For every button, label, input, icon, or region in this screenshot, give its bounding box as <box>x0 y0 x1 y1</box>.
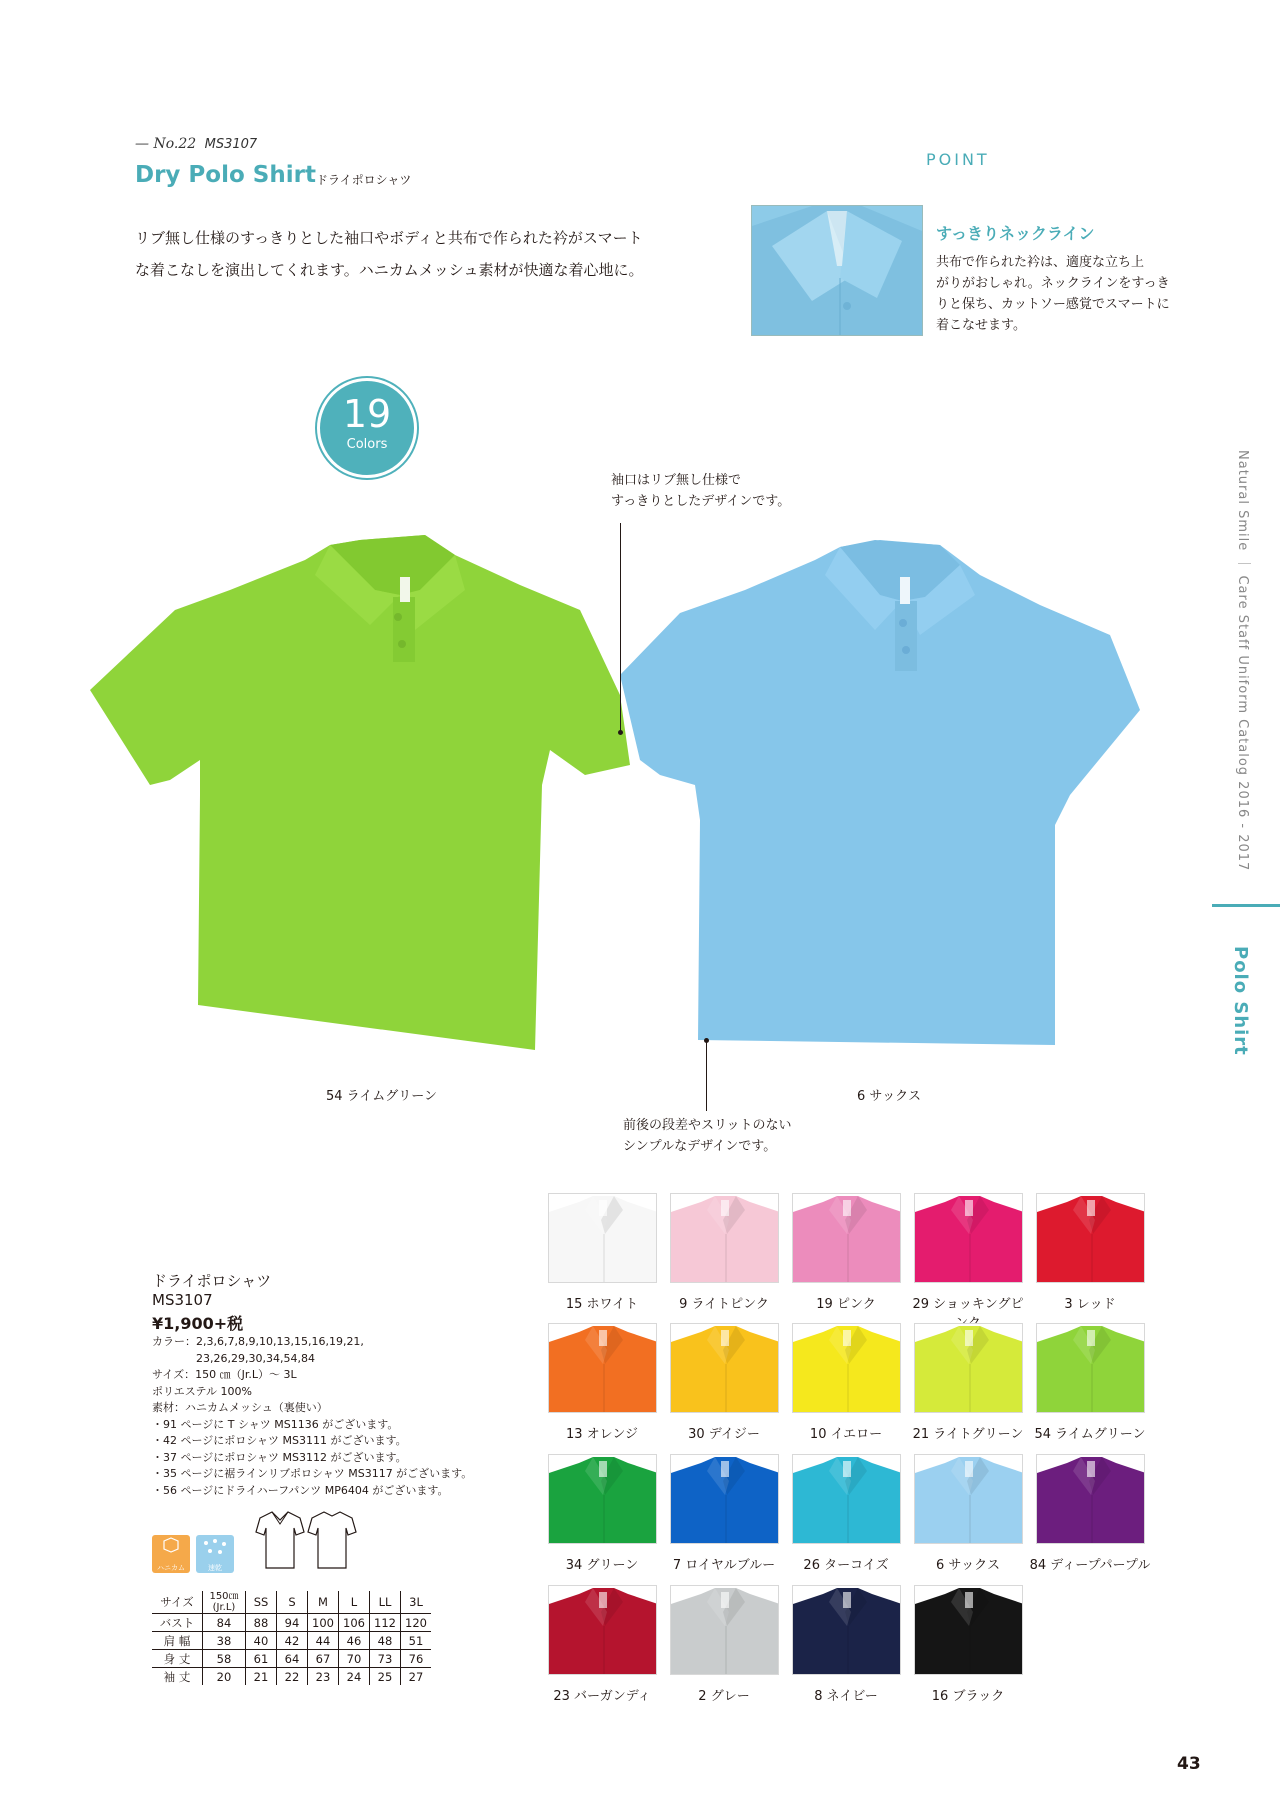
annotation-line: シンプルなデザインです。 <box>623 1139 777 1154</box>
swatch-label: 30 デイジー <box>688 1427 760 1442</box>
lead-text <box>135 222 695 286</box>
table-row <box>152 1650 431 1668</box>
color-swatch <box>670 1585 779 1675</box>
table-cell: 94 <box>277 1614 308 1632</box>
point-line: りと保ち、カットソー感覚でスマートに <box>936 297 1170 312</box>
color-swatch <box>548 1193 657 1283</box>
spec-line: カラー：2,3,6,7,8,9,10,13,15,16,19,21, <box>152 1335 364 1348</box>
swatch-shirt-icon <box>1037 1194 1145 1283</box>
point-body <box>936 252 1171 336</box>
swatch-shirt-icon <box>1037 1455 1145 1544</box>
swatch-label: 15 ホワイト <box>565 1297 639 1312</box>
swatch-shirt-icon <box>793 1324 901 1413</box>
lead-line: リブ無し仕様のすっきりとした袖口やボディと共布で作られた衿がスマート <box>135 229 643 247</box>
table-cell: 61 <box>246 1650 277 1668</box>
swatch-label: 2 グレー <box>698 1689 750 1704</box>
table-cell: 120 <box>401 1614 432 1632</box>
shirt-line-drawings <box>254 1510 358 1572</box>
color-swatch <box>1036 1193 1145 1283</box>
swatch-shirt-icon <box>793 1455 901 1544</box>
table-row <box>152 1632 431 1650</box>
swatch-label: 29 ショッキングピ <box>912 1297 1024 1312</box>
swatch-label: 8 ネイビー <box>814 1689 878 1704</box>
swatch-label: 10 イエロー <box>809 1427 883 1442</box>
swatch-shirt-icon <box>549 1324 657 1413</box>
swatch-shirt-icon <box>671 1324 779 1413</box>
color-swatch <box>792 1323 901 1413</box>
annotation-line: 前後の段差やスリットのない <box>623 1118 792 1133</box>
swatch-shirt-icon <box>793 1194 901 1283</box>
spec-price: ¥1,900+税 <box>152 1314 244 1333</box>
swatch-shirt-icon <box>793 1586 901 1675</box>
colors-badge <box>317 378 417 478</box>
swatch-label: 3 レッド <box>1064 1297 1116 1312</box>
table-cell: 48 <box>370 1632 401 1650</box>
leader-line <box>620 523 621 732</box>
point-heading: すっきりネックライン <box>936 224 1095 243</box>
spec-line: ・37 ページにポロシャツ MS3112 がございます。 <box>152 1450 407 1464</box>
table-cell: 58 <box>203 1650 246 1668</box>
table-cell: 88 <box>246 1614 277 1632</box>
table-row <box>152 1614 431 1632</box>
table-cell: 100 <box>308 1614 339 1632</box>
color-swatch <box>1036 1454 1145 1544</box>
swatch-shirt-icon <box>671 1586 779 1675</box>
catalog-title-vertical: Natural Smile ｜ Care Staff Uniform Catalog 2016 - 2017 <box>1235 450 1250 872</box>
main-caption-lime: 54 ライムグリーン <box>326 1089 438 1104</box>
table-cell: 112 <box>370 1614 401 1632</box>
shirt-lime-green <box>90 535 630 1050</box>
table-cell: 76 <box>401 1650 432 1668</box>
table-cell: 20 <box>203 1668 246 1686</box>
size-table-header-cell: サイズ <box>152 1591 203 1614</box>
swatch-label: 34 グリーン <box>565 1558 639 1573</box>
shirt-saxe-blue <box>620 540 1140 1045</box>
swatch-label: 6 サックス <box>935 1558 1000 1573</box>
swatch-shirt-icon <box>915 1194 1023 1283</box>
color-swatch <box>792 1585 901 1675</box>
row-label: バスト <box>152 1614 203 1632</box>
swatch-label: 84 ディープパープル <box>1029 1558 1151 1573</box>
shirt-back-outline <box>308 1512 356 1568</box>
swatch-label: 54 ライムグリーン <box>1034 1427 1146 1442</box>
point-line: 着こなせます。 <box>936 318 1026 333</box>
swatch-shirt-icon <box>915 1324 1023 1413</box>
spec-line: ポリエステル 100% <box>152 1384 252 1398</box>
table-cell: 67 <box>308 1650 339 1668</box>
table-cell: 84 <box>203 1614 246 1632</box>
row-label: 身 丈 <box>152 1650 203 1668</box>
color-swatch <box>914 1323 1023 1413</box>
point-label: POINT <box>926 150 990 169</box>
swatch-shirt-icon <box>671 1455 779 1544</box>
color-swatch <box>670 1454 779 1544</box>
row-label: 肩 幅 <box>152 1632 203 1650</box>
color-swatch <box>670 1193 779 1283</box>
colors-count: 19 <box>342 392 392 436</box>
table-cell: 44 <box>308 1632 339 1650</box>
feature-label: ハニカム <box>157 1564 185 1572</box>
spec-line: ・56 ページにドライハーフパンツ MP6404 がございます。 <box>152 1483 449 1497</box>
table-cell: 51 <box>401 1632 432 1650</box>
color-swatch <box>548 1323 657 1413</box>
color-swatch <box>670 1323 779 1413</box>
annotation-hem <box>623 1115 791 1157</box>
table-cell: 27 <box>401 1668 432 1686</box>
swatch-label: 23 バーガンディ <box>553 1689 651 1704</box>
main-shirts <box>80 535 1200 1055</box>
swatch-label: 26 ターコイズ <box>803 1558 889 1573</box>
table-cell: 40 <box>246 1632 277 1650</box>
swatch-label: 7 ロイヤルブルー <box>672 1558 776 1573</box>
size-table <box>152 1591 431 1685</box>
table-cell: 24 <box>339 1668 370 1686</box>
point-line: 共布で作られた衿は、適度な立ち上 <box>936 255 1145 270</box>
product-title: Dry Polo Shirt <box>135 162 316 188</box>
spec-name: ドライポロシャツ <box>152 1272 272 1290</box>
color-swatch <box>792 1454 901 1544</box>
size-table-header <box>152 1591 431 1614</box>
spec-line: サイズ：150 ㎝（Jr.L）～ 3L <box>152 1368 297 1381</box>
spec-line: ・42 ページにポロシャツ MS3111 がございます。 <box>152 1434 407 1447</box>
spec-details <box>152 1334 472 1499</box>
annotation-cuff <box>611 470 790 512</box>
color-swatch <box>914 1454 1023 1544</box>
color-swatch <box>1036 1323 1145 1413</box>
table-cell: 21 <box>246 1668 277 1686</box>
table-cell: 106 <box>339 1614 370 1632</box>
color-swatch <box>914 1585 1023 1675</box>
swatch-shirt-icon <box>549 1194 657 1283</box>
swatch-label: 9 ライトピンク <box>679 1297 769 1312</box>
swatch-shirt-icon <box>549 1586 657 1675</box>
leader-line <box>706 1040 707 1111</box>
table-cell: 25 <box>370 1668 401 1686</box>
collar-closeup-photo <box>751 205 923 336</box>
size-table-header-cell: 150㎝(Jr.L) <box>203 1591 246 1614</box>
color-swatch <box>548 1454 657 1544</box>
table-cell: 22 <box>277 1668 308 1686</box>
color-swatch <box>548 1585 657 1675</box>
table-row <box>152 1668 431 1686</box>
spec-line: ・35 ページに裾ラインリブポロシャツ MS3117 がございます。 <box>152 1467 473 1480</box>
color-swatch <box>792 1193 901 1283</box>
honeycomb-icon <box>152 1535 190 1573</box>
table-cell: 23 <box>308 1668 339 1686</box>
product-model: MS3107 <box>204 137 258 152</box>
section-label: Polo Shirt <box>1230 946 1251 1056</box>
product-number-prefix: — No.22 <box>135 136 197 152</box>
feature-label: 速乾 <box>208 1564 222 1572</box>
size-table-header-cell: M <box>308 1591 339 1614</box>
size-table-header-cell: S <box>277 1591 308 1614</box>
row-label: 袖 丈 <box>152 1668 203 1686</box>
quick-dry-icon <box>196 1535 234 1573</box>
point-line: がりがおしゃれ。ネックラインをすっき <box>936 276 1170 291</box>
product-number <box>135 136 257 152</box>
spec-line: 23,26,29,30,34,54,84 <box>152 1351 315 1365</box>
colors-label: Colors <box>346 437 388 452</box>
swatch-label: 21 ライトグリーン <box>912 1427 1024 1442</box>
swatch-label: 13 オレンジ <box>565 1427 639 1442</box>
page-number: 43 <box>1177 1754 1201 1774</box>
swatch-shirt-icon <box>915 1586 1023 1675</box>
size-table-header-cell: LL <box>370 1591 401 1614</box>
sidebar-rule <box>1212 904 1280 907</box>
swatch-shirt-icon <box>1037 1324 1145 1413</box>
leader-dot <box>704 1038 709 1043</box>
spec-line: 素材：ハニカムメッシュ（裏使い） <box>152 1401 328 1414</box>
swatch-label: 16 ブラック <box>931 1689 1005 1704</box>
swatch-shirt-icon <box>549 1455 657 1544</box>
leader-dot <box>618 730 623 735</box>
annotation-line: 袖口はリブ無し仕様で <box>611 473 742 488</box>
lead-line: な着こなしを演出してくれます。ハニカムメッシュ素材が快適な着心地に。 <box>135 261 644 279</box>
size-table-header-cell: L <box>339 1591 370 1614</box>
swatch-shirt-icon <box>915 1455 1023 1544</box>
size-table-header-cell: SS <box>246 1591 277 1614</box>
annotation-line: すっきりとしたデザインです。 <box>611 494 791 509</box>
shirt-front-outline <box>256 1512 304 1568</box>
spec-code: MS3107 <box>152 1291 213 1309</box>
spec-line: ・91 ページに T シャツ MS1136 がございます。 <box>152 1417 399 1431</box>
table-cell: 64 <box>277 1650 308 1668</box>
table-cell: 46 <box>339 1632 370 1650</box>
table-cell: 42 <box>277 1632 308 1650</box>
swatch-shirt-icon <box>671 1194 779 1283</box>
table-cell: 38 <box>203 1632 246 1650</box>
swatch-label: 19 ピンク <box>816 1297 876 1312</box>
product-title-jp: ドライポロシャツ <box>316 173 412 187</box>
color-swatch <box>914 1193 1023 1283</box>
table-cell: 70 <box>339 1650 370 1668</box>
main-caption-saxe: 6 サックス <box>857 1089 922 1104</box>
table-cell: 73 <box>370 1650 401 1668</box>
size-table-header-cell: 3L <box>401 1591 432 1614</box>
